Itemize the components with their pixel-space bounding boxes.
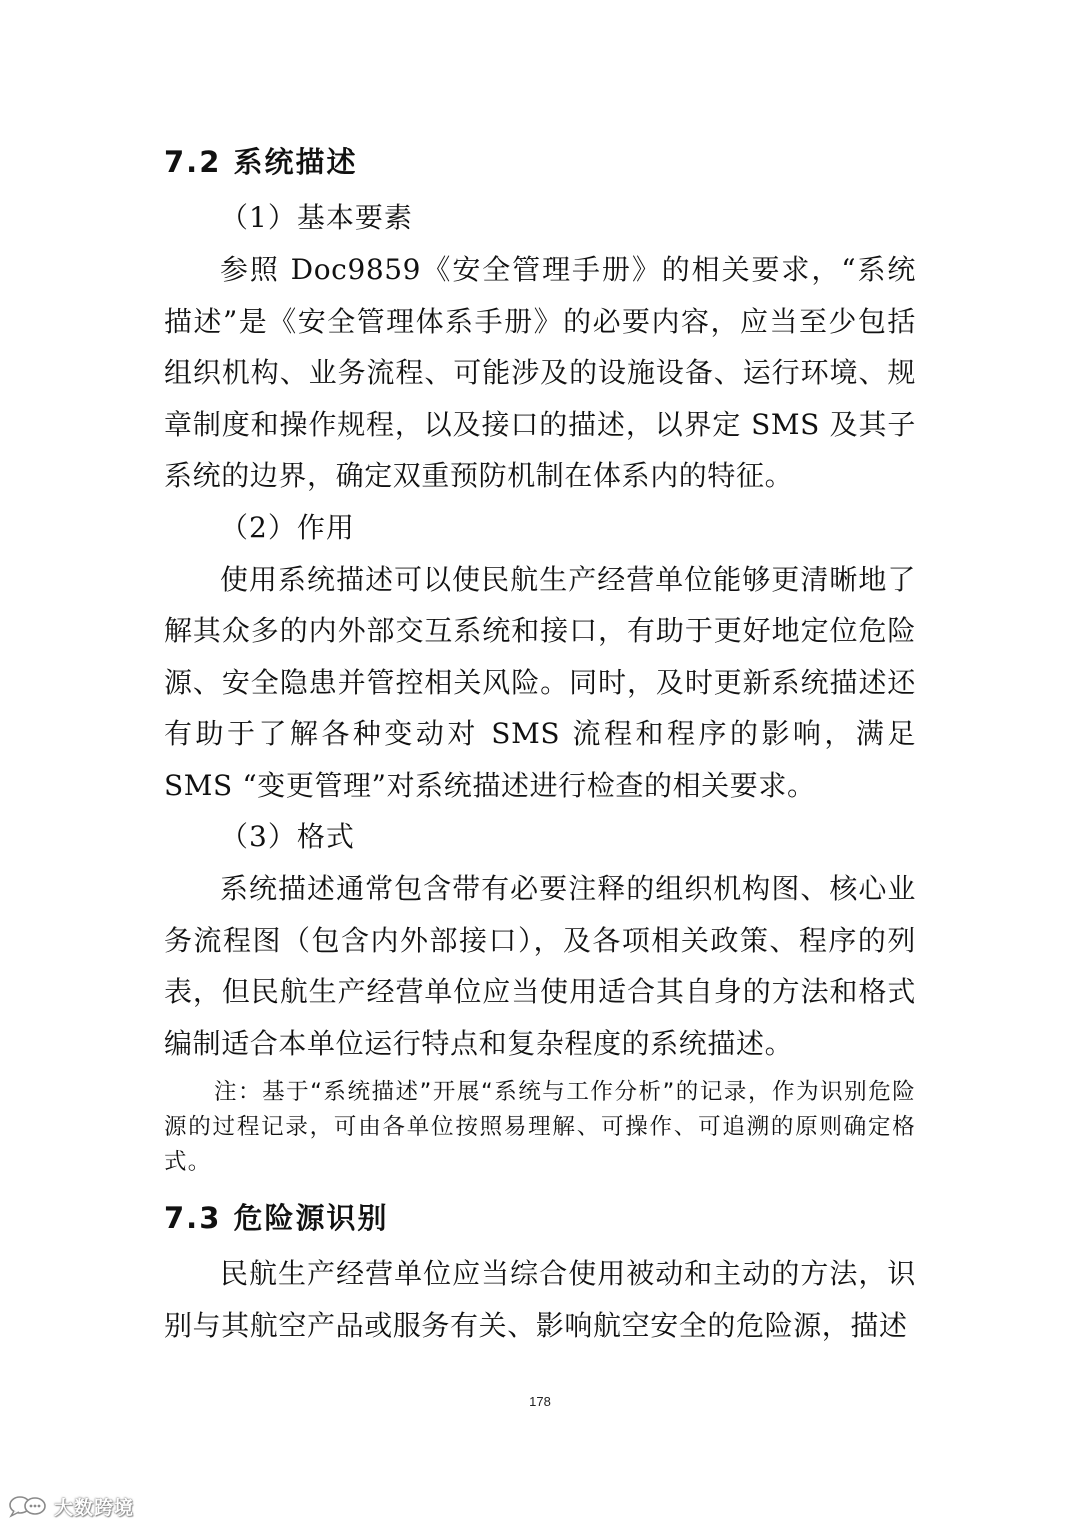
note-paragraph: 注：基于“系统描述”开展“系统与工作分析”的记录，作为识别危险源的过程记录，可由各单位按照易理解、可操作、可追溯的原则确定格式。: [164, 1079, 916, 1175]
paragraph-hazard-identification: 民航生产经营单位应当综合使用被动和主动的方法，识别与其航空产品或服务有关、影响航空安全的危险源，描述: [164, 1257, 916, 1342]
paragraph-role: 使用系统描述可以使民航生产经营单位能够更清晰地了解其众多的内外部交互系统和接口，有助于更好地定位危险源、安全隐患并管控相关风险。同时，及时更新系统描述还有助于了解各种变动对 SMS 流程和程序的影响，满足 SMS “变更管理”对系统描述进行检查的相关要求。: [164, 562, 916, 802]
paragraph-basic-elements: 参照 Doc9859《安全管理手册》的相关要求，“系统描述”是《安全管理体系手册》的必要内容，应当至少包括组织机构、业务流程、可能涉及的设施设备、运行环境、规章制度和操作规程，以及接口的描述，以界定 SMS 及其子系统的边界，确定双重预防机制在体系内的特征。: [164, 253, 916, 492]
paragraph-format: 系统描述通常包含带有必要注释的组织机构图、核心业务流程图（包含内外部接口），及各项相关政策、程序的列表，但民航生产经营单位应当使用适合其自身的方法和格式编制适合本单位运行特点和复杂程度的系统描述。: [164, 872, 916, 1060]
speech-bubbles-logo-icon: [8, 1494, 48, 1518]
subsection-title-role: （2）作用: [220, 510, 355, 544]
section-heading-7-2: 7.2 系统描述: [164, 145, 358, 179]
page-number: 178: [529, 1394, 551, 1409]
watermark-text: 大数跨境: [54, 1496, 135, 1519]
subsection-title-format: （3）格式: [220, 820, 355, 853]
subsection-title-basic-elements: （1）基本要素: [220, 201, 413, 234]
watermark: [8, 1491, 134, 1521]
section-heading-7-3: 7.3 危险源识别: [164, 1201, 389, 1235]
page-content: [164, 132, 916, 1351]
